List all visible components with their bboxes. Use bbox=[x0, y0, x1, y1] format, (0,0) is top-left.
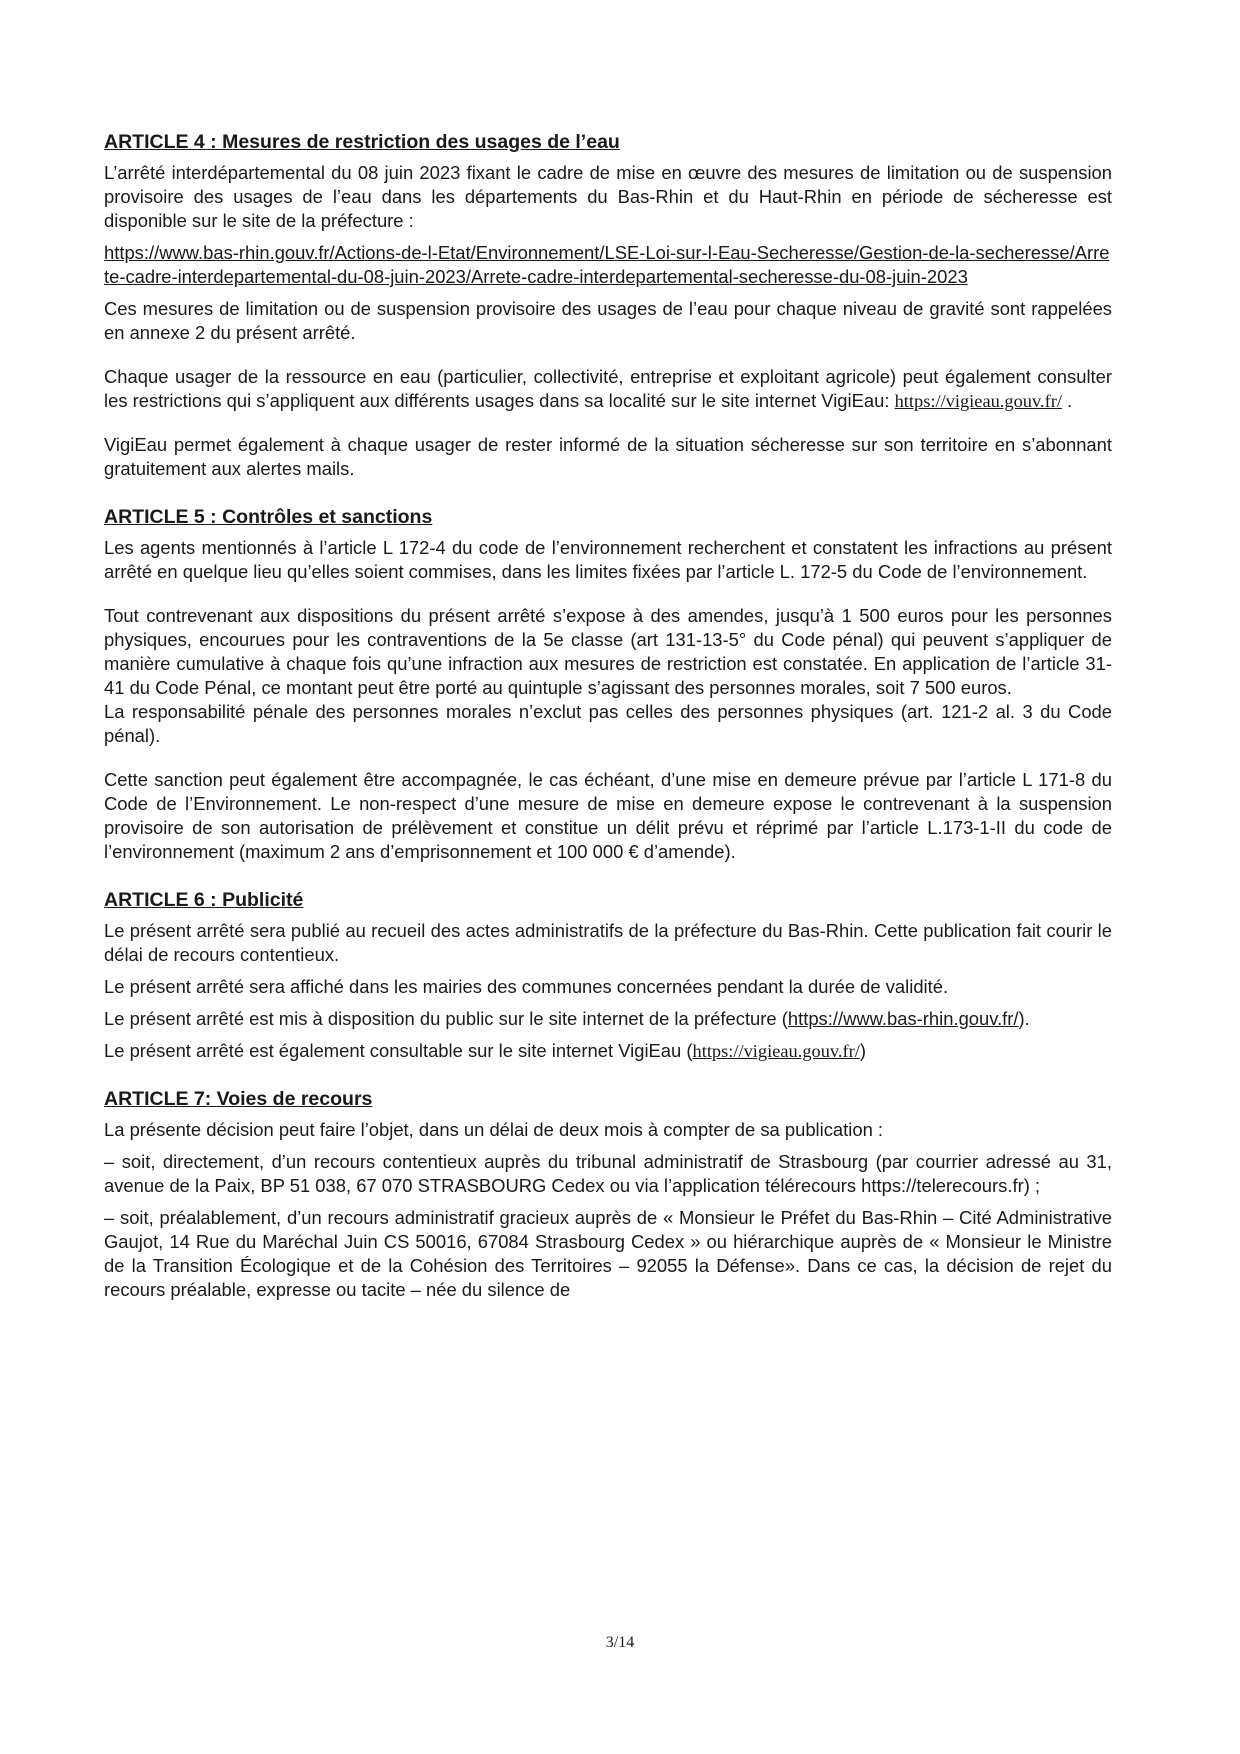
article-4-paragraph-2: Ces mesures de limitation ou de suspension provisoire des usages de l’eau pour chaque niveau de gravité sont rappelées en annexe 2 du présent arrêté. bbox=[104, 298, 1112, 343]
article-5-paragraph-2: Tout contrevenant aux dispositions du présent arrêté s’expose à des amendes, jusqu’à 1 500 euros pour les personnes physiques, encourues pour les contraventions de la 5e classe (art 131-13-5° du Code pénal) qui peuvent s’appliquer de manière cumulative à chaque fois qu’une infraction aux mesures de restriction est constatée. En application de l’article 31-41 du Code Pénal, ce montant peut être porté au quintuple s’agissant des personnes morales, soit 7 500 euros. bbox=[104, 605, 1112, 698]
article-4-paragraph-3 bbox=[104, 365, 1112, 413]
article-6-paragraph-4-end: ) bbox=[859, 1040, 867, 1061]
article-4-paragraph-3-end: . bbox=[1061, 390, 1073, 411]
vigieau-link[interactable]: https://vigieau.gouv.fr/ bbox=[894, 391, 1062, 411]
page-number: 3/14 bbox=[605, 1634, 635, 1651]
article-4-paragraph-1: L’arrêté interdépartemental du 08 juin 2023 fixant le cadre de mise en œuvre des mesures de limitation ou de suspension provisoire des usages de l’eau dans les départements du Bas-Rhin et du Haut-Rhin en période de sécheresse est disponible sur le site de la préfecture : bbox=[104, 162, 1112, 231]
article-4 bbox=[104, 130, 1112, 481]
article-6-paragraph-3-text: Le présent arrêté est mis à disposition du public sur le site internet de la préfecture ( bbox=[104, 1008, 788, 1029]
article-6-paragraph-4-text: Le présent arrêté est également consultable sur le site internet VigiEau ( bbox=[104, 1040, 693, 1061]
article-7-title: ARTICLE 7: Voies de recours bbox=[104, 1088, 373, 1110]
article-5-paragraph-1: Les agents mentionnés à l’article L 172-4 du code de l’environnement recherchent et constatent les infractions au présent arrêté en quelque lieu qu’elles soient commises, dans les limites fixées par l’article L. 172-5 du Code de l’environnement. bbox=[104, 537, 1112, 582]
article-5-paragraph-4: Cette sanction peut également être accompagnée, le cas échéant, d’une mise en demeure prévue par l’article L 171-8 du Code de l’Environnement. Le non-respect d’une mesure de mise en demeure expose le contrevenant à la suspension provisoire de son autorisation de prélèvement et constitue un délit prévu et réprimé par l’article L.173-1-II du code de l’environnement (maximum 2 ans d’emprisonnement et 100 000 € d’amende). bbox=[104, 769, 1112, 862]
article-5-title: ARTICLE 5 : Contrôles et sanctions bbox=[104, 506, 433, 528]
article-4-paragraph-3-text: Chaque usager de la ressource en eau (particulier, collectivité, entreprise et exploitant agricole) peut également consulter les restrictions qui s’appliquent aux différents usages dans sa localité sur le site internet VigiEau: bbox=[104, 366, 1112, 411]
article-7-paragraph-1: La présente décision peut faire l’objet, dans un délai de deux mois à compter de sa publication : bbox=[104, 1119, 884, 1140]
document-body bbox=[104, 130, 1112, 1326]
article-5 bbox=[104, 505, 1112, 864]
article-7-paragraph-3: – soit, préalablement, d’un recours administratif gracieux auprès de « Monsieur le Préfet du Bas-Rhin – Cité Administrative Gaujot, 14 Rue du Maréchal Juin CS 50016, 67084 Strasbourg Cedex » ou hiérarchique auprès de « Monsieur le Ministre de la Transition Écologique et de la Cohésion des Territoires – 92055 la Défense». Dans ce cas, la décision de rejet du recours préalable, expresse ou tacite – née du silence de bbox=[104, 1207, 1112, 1300]
article-7 bbox=[104, 1087, 1112, 1302]
prefecture-website-link[interactable]: https://www.bas-rhin.gouv.fr/ bbox=[787, 1008, 1019, 1029]
vigieau-website-link[interactable]: https://vigieau.gouv.fr/ bbox=[692, 1041, 860, 1061]
article-6-paragraph-2: Le présent arrêté sera affiché dans les mairies des communes concernées pendant la durée de validité. bbox=[104, 976, 949, 997]
article-6-paragraph-1: Le présent arrêté sera publié au recueil des actes administratifs de la préfecture du Bas-Rhin. Cette publication fait courir le délai de recours contentieux. bbox=[104, 920, 1112, 965]
article-4-title: ARTICLE 4 : Mesures de restriction des usages de l’eau bbox=[104, 131, 620, 153]
article-6-paragraph-3 bbox=[104, 1007, 1112, 1031]
article-5-paragraph-3: La responsabilité pénale des personnes morales n’exclut pas celles des personnes physiques (art. 121-2 al. 3 du Code pénal). bbox=[104, 701, 1112, 746]
article-7-paragraph-2: – soit, directement, d’un recours contentieux auprès du tribunal administratif de Strasbourg (par courrier adressé au 31, avenue de la Paix, BP 51 038, 67 070 STRASBOURG Cedex ou via l’application télérecours https://telerecours.fr) ; bbox=[104, 1151, 1112, 1196]
article-6-title: ARTICLE 6 : Publicité bbox=[104, 889, 304, 911]
article-6 bbox=[104, 888, 1112, 1063]
article-6-paragraph-3-end: ). bbox=[1018, 1008, 1030, 1029]
article-4-paragraph-4: VigiEau permet également à chaque usager de rester informé de la situation sécheresse sur son territoire en s’abonnant gratuitement aux alertes mails. bbox=[104, 434, 1112, 479]
prefecture-secheresse-link[interactable]: https://www.bas-rhin.gouv.fr/Actions-de-l-Etat/Environnement/LSE-Loi-sur-l-Eau-Secheresse/Gestion-de-la-secheresse/Arrete-cadre-interdepartemental-du-08-juin-2023/Arrete-cadre-interdepartemental-secheresse-du-08-juin-2023 bbox=[104, 242, 1110, 287]
article-6-paragraph-4 bbox=[104, 1039, 1112, 1063]
